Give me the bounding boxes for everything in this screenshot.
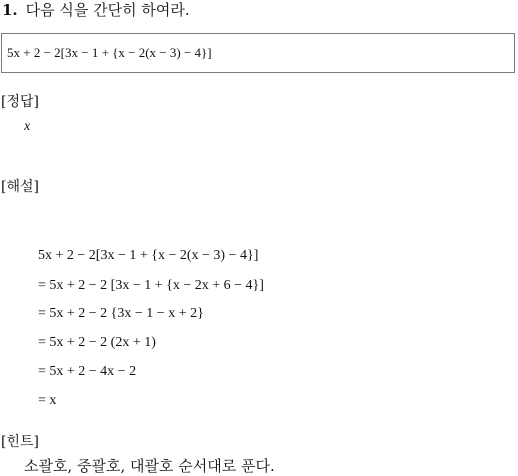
solution-step-6: = x (38, 393, 57, 408)
solution-step-5: = 5x + 2 − 4x − 2 (38, 364, 137, 379)
question-number: 1. (2, 1, 18, 19)
solution-step-2: = 5x + 2 − 2 [3x − 1 + {x − 2x + 6 − 4}] (38, 278, 264, 293)
solution-step-3: = 5x + 2 − 2 {3x − 1 − x + 2} (38, 306, 204, 321)
expression-box (1, 33, 515, 73)
question-title: 다음 식을 간단히 하여라. (25, 1, 190, 19)
solution-step-4: = 5x + 2 − 2 (2x + 1) (38, 335, 156, 350)
hint-label: [힌트] (1, 434, 39, 450)
answer-value: x (24, 119, 31, 134)
expression-text: 5x + 2 − 2[3x − 1 + {x − 2(x − 3) − 4}] (7, 45, 212, 60)
question-header (2, 0, 190, 20)
answer-label: [정답] (1, 94, 39, 110)
solution-step-1: 5x + 2 − 2[3x − 1 + {x − 2(x − 3) − 4}] (38, 248, 259, 263)
solution-label: [해설] (1, 179, 39, 195)
hint-text: 소괄호, 중괄호, 대괄호 순서대로 푼다. (24, 457, 275, 475)
